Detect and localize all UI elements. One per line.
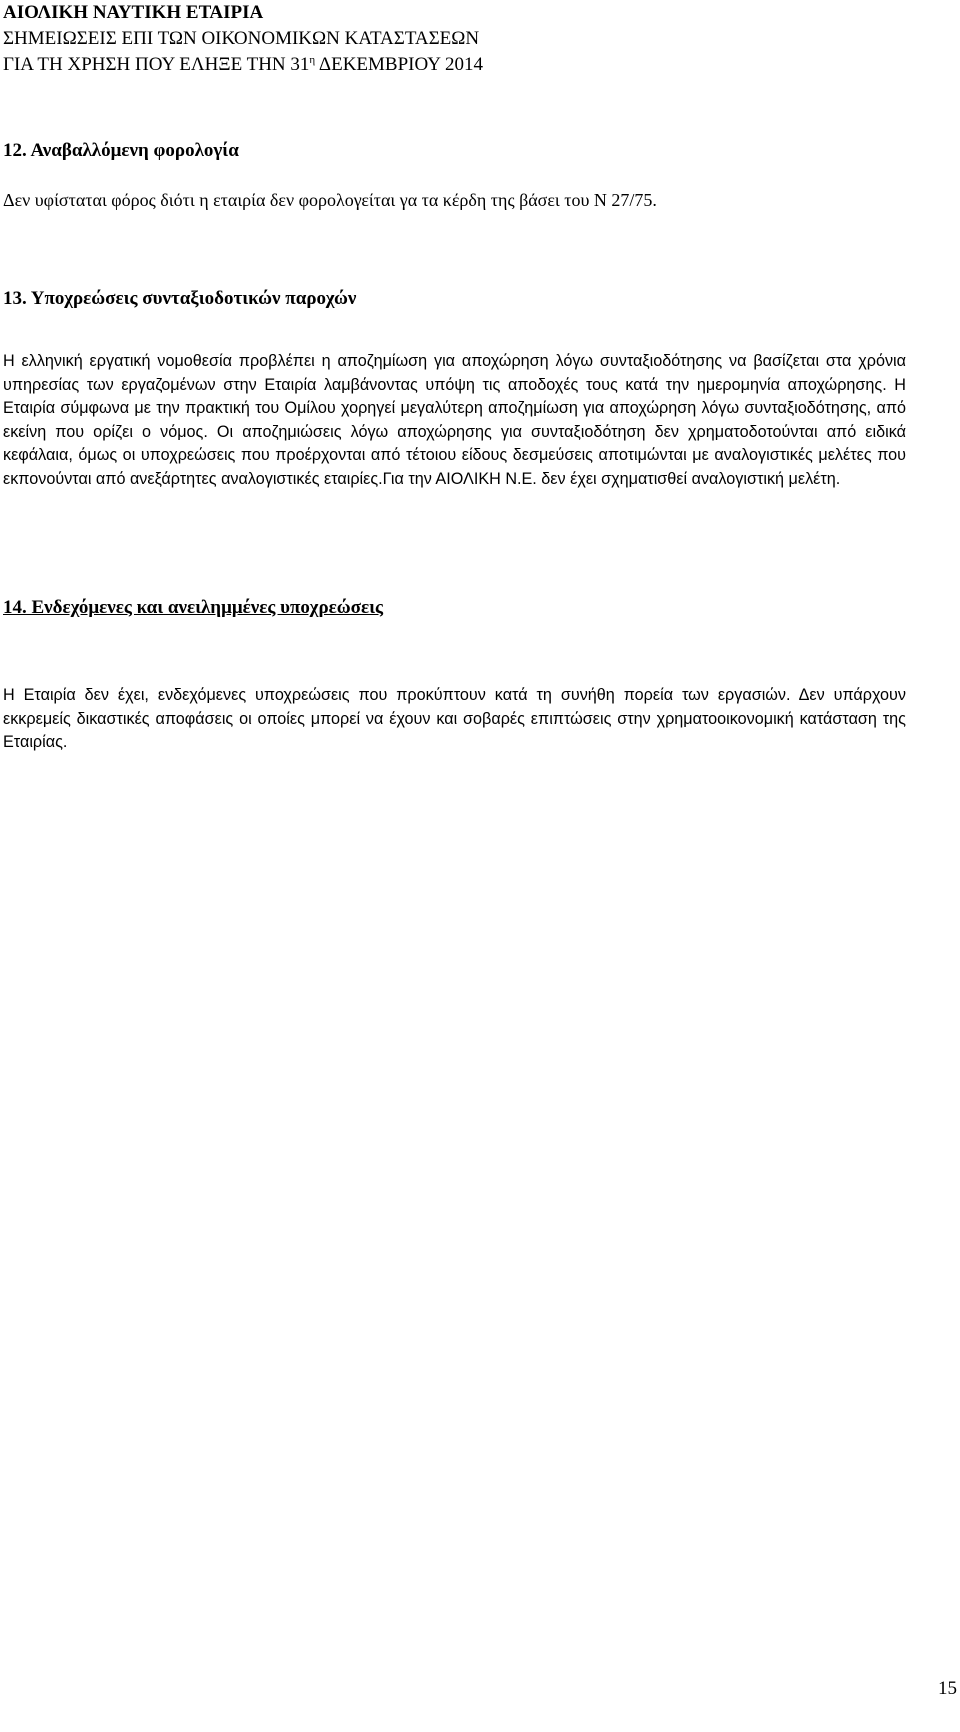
section-14-heading: 14. Ενδεχόμενες και ανειλημμένες υποχρεώσεις	[3, 597, 383, 618]
period-suffix: ΔΕΚΕΜΒΡΙΟΥ 2014	[315, 54, 484, 75]
notes-title: ΣΗΜΕΙΩΣΕΙΣ ΕΠΙ ΤΩΝ ΟΙΚΟΝΟΜΙΚΩΝ ΚΑΤΑΣΤΑΣΕΩΝ	[3, 28, 480, 49]
section-12-body: Δεν υφίσταται φόρος διότι η εταιρία δεν φορολογείται γα τα κέρδη της βάσει του Ν 27/75.	[3, 190, 657, 210]
section-13-body: Η ελληνική εργατική νομοθεσία προβλέπει η αποζημίωση για αποχώρηση λόγω συνταξιοδότησης να βασίζεται στα χρόνια υπηρεσίας των εργαζομένων στην Εταιρία λαμβάνοντας υπόψη τις αποδοχές τους κατά την ημερομηνία αποχώρησης. Η Εταιρία σύμφωνα με την πρακτική του Ομίλου χορηγεί μεγαλύτερη αποζημίωση για αποχώρηση λόγω συνταξιοδότησης, από εκείνη που ορίζει ο νόμος. Οι αποζημιώσεις λόγω αποχώρησης για συνταξιοδότηση δεν χρηματοδοτούνται από ειδικά κεφάλαια, όμως οι υποχρεώσεις που προέρχονται από τέτοιου είδους δεσμεύσεις αποτιμώνται με αναλογιστικές μελέτες που εκπονούνται από ανεξάρτητες αναλογιστικές εταιρίες.Για την ΑΙΟΛΙΚΗ Ν.Ε. δεν έχει σχηματισθεί αναλογιστική μελέτη.	[3, 352, 906, 488]
company-name: ΑΙΟΛΙΚΗ ΝΑΥΤΙΚΗ ΕΤΑΙΡΙΑ	[3, 2, 264, 23]
page-number: 15	[938, 1678, 957, 1699]
period-title	[3, 52, 953, 78]
period-prefix: ΓΙΑ ΤΗ ΧΡΗΣΗ ΠΟΥ ΕΛΗΞΕ ΤΗΝ 31	[3, 54, 310, 75]
document-header	[3, 0, 953, 78]
section-14-body: Η Εταιρία δεν έχει, ενδεχόμενες υποχρεώσεις που προκύπτουν κατά τη συνήθη πορεία των εργασιών. Δεν υπάρχουν εκκρεμείς δικαστικές αποφάσεις οι οποίες μπορεί να έχουν και σοβαρές επιπτώσεις στην χρηματοοικονομική κατάσταση της Εταιρίας.	[3, 686, 906, 751]
period-superscript: η	[309, 54, 316, 66]
section-12-heading: 12. Αναβαλλόμενη φορολογία	[3, 140, 239, 161]
section-13-heading: 13. Υποχρεώσεις συνταξιοδοτικών παροχών	[3, 288, 357, 309]
